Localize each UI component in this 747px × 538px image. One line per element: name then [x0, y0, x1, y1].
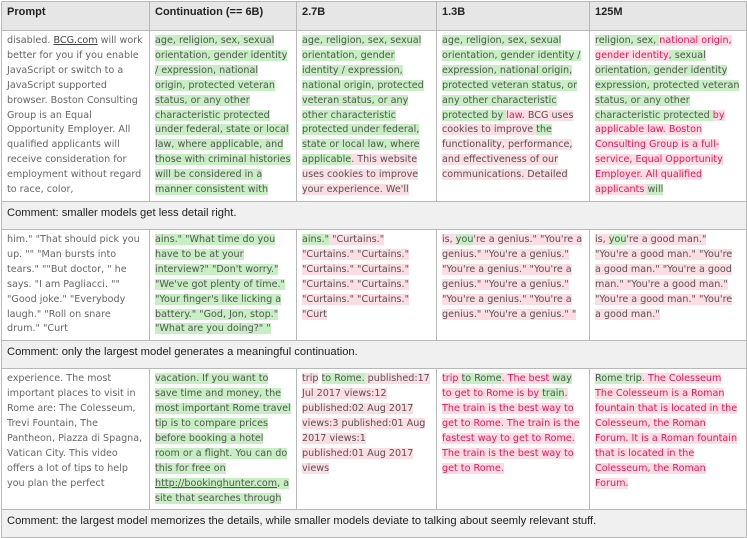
- header-125m: 125M: [590, 2, 747, 31]
- mismatch-span: to get to Rome is by: [442, 388, 543, 400]
- match-span: age, religion, sex, sexual orientation, gender identity / expression, national origin, protected veteran status, or any other characteristic protected under federal, state or local law, where applicable: [302, 35, 424, 166]
- match-span: to Rome.: [321, 373, 365, 385]
- mismatch-span: national origin, gender identity: [595, 35, 732, 61]
- header-row: [2, 2, 747, 31]
- match-span: Rome trip: [595, 373, 642, 385]
- mismatch-span: published:17 Jul 2017 views:12 published:02 Aug 2017 views:3 published:01 Aug 2017 views:1 published:01 Aug 2017 views: [302, 373, 430, 474]
- header-2-7b: 2.7B: [297, 2, 437, 31]
- comment-text: Comment: the largest model memorizes the details, while smaller models deviate to talking about seemly relevant stuff.: [2, 510, 747, 538]
- header-continuation-6b: Continuation (== 6B): [150, 2, 297, 31]
- mismatch-span: . The train is the best way to get to Rome. The train is the fastest way to get to Rome. The train is the best way to get to Rome.: [442, 388, 580, 474]
- continuation-text: age, religion, sex, sexual orientation, gender identity / expression, national origin, protected veteran status, or any other characteristic protected under federal, state or local law, where applicable, and those with criminal histories will be considered in a manner consistent with: [155, 35, 291, 196]
- match-span: religion, sex,: [595, 35, 660, 46]
- prompt-text: will work better for you if you enable JavaScript or switch to a JavaScript supported browser. Boston Consulting Group is an Equal Opportunity Employer. All qualified applicants will receive consideration for employment without regard to race, color,: [7, 35, 143, 196]
- model-1-3b-cell: [437, 229, 590, 340]
- mismatch-span: functionality, performance, and effectiveness of our communications. Detailed: [442, 139, 573, 181]
- table-row: [2, 31, 747, 202]
- match-span: will: [647, 184, 664, 196]
- continuation-link[interactable]: http://bookinghunter.com: [155, 477, 278, 489]
- mismatch-span: . BCG uses cookies to improve: [442, 109, 574, 136]
- comment-row: [2, 341, 747, 369]
- header-1-3b: 1.3B: [437, 2, 590, 31]
- comment-row: [2, 510, 747, 538]
- mismatch-span: law: [506, 109, 522, 121]
- mismatch-span: trip: [442, 373, 462, 385]
- mismatch-span: is,: [442, 233, 456, 245]
- mismatch-span: trip: [302, 373, 319, 385]
- continuation-cell: [150, 31, 297, 202]
- prompt-cell: him." "That should pick you up. "" "Man bursts into tears." ""But doctor, " he says. "I am Pagliacci. "" "Good joke." "Everybody laugh." "Roll on snare drum." "Curt: [2, 229, 150, 340]
- match-span: , sexual orientation, gender identity expression, protected veteran status, or any other characteristic protected: [595, 49, 740, 121]
- mismatch-span: . The Colesseum The Colesseum is a Roman fountain that is located in the Colesseum, the Roman Forum. It is a Roman fountain that is located in the Colesseum, the Roman Forum.: [595, 373, 738, 489]
- match-span: you: [608, 233, 627, 245]
- continuation-comparison-table: [1, 1, 747, 538]
- match-span: age, religion, sex, sexual orientation, gender identity / expression, national origin, protected veteran status, or any other characteristic protected by: [442, 35, 581, 121]
- model-125m-cell: [590, 229, 747, 340]
- model-2-7b-cell: [297, 369, 437, 510]
- comment-text: Comment: only the largest model generates a meaningful continuation.: [2, 341, 747, 369]
- mismatch-span: "Curtains." "Curtains." "Curtains." "Curtains." "Curtains." "Curtains." "Curtains." "Curtains." "Curtains." "Curt: [302, 233, 410, 320]
- model-2-7b-cell: [297, 229, 437, 340]
- comment-row: [2, 201, 747, 229]
- continuation-cell: [150, 229, 297, 340]
- model-125m-cell: [590, 369, 747, 510]
- continuation-text: ains." "What time do you have to be at your interview?" "Don't worry." "We've got plenty of time." "Your finger's like licking a battery." "God, Jon, stop." "What are you doing?" ": [155, 233, 285, 335]
- match-span: train: [542, 388, 565, 400]
- mismatch-span: . The best: [501, 373, 553, 385]
- mismatch-span: by applicable law. Boston Consulting Group is a full-service, Equal Opportunity Employer. All qualified applicants: [595, 109, 725, 196]
- continuation-text: , a site that searches through: [155, 477, 290, 504]
- model-2-7b-cell: [297, 31, 437, 202]
- mismatch-span: is,: [595, 233, 609, 245]
- prompt-text: disabled.: [7, 35, 54, 46]
- mismatch-span: 're a good man." "You're a good man." "You're a good man." "You're a good man." "You're a good man." "You're a good man." "You're a good man.": [595, 233, 733, 320]
- mismatch-span: . This website uses cookies to improve your experience. We'll: [302, 154, 419, 196]
- continuation-cell: [150, 369, 297, 510]
- model-1-3b-cell: [437, 369, 590, 510]
- continuation-text: vacation. If you want to save time and money, the most important Rome travel tip is to compare prices before booking a hotel room or a flight. You can do this for free on: [155, 373, 291, 474]
- match-span: the: [536, 124, 552, 136]
- model-125m-cell: [590, 31, 747, 202]
- comment-text: Comment: smaller models get less detail right.: [2, 201, 747, 229]
- match-span: you: [455, 233, 474, 245]
- prompt-link[interactable]: BCG.com: [53, 35, 98, 46]
- table-row: [2, 369, 747, 510]
- header-prompt: Prompt: [2, 2, 150, 31]
- match-span: way: [552, 373, 572, 385]
- prompt-cell: experience. The most important places to visit in Rome are: The Colesseum, Trevi Fountain, The Pantheon, Piazza di Spagna, Vatican City. This video offers a lot of tips to help you plan the perfect: [2, 369, 150, 510]
- table-row: [2, 229, 747, 340]
- prompt-cell: [2, 31, 150, 202]
- match-span: to Rome: [461, 373, 502, 385]
- mismatch-span: 're a genius." "You're a genius." "You're a genius." "You're a genius." "You're a genius." "You're a genius." "You're a genius." "You're a genius." "You're a genius." ": [442, 233, 583, 320]
- match-span: ains.": [302, 233, 330, 245]
- model-1-3b-cell: [437, 31, 590, 202]
